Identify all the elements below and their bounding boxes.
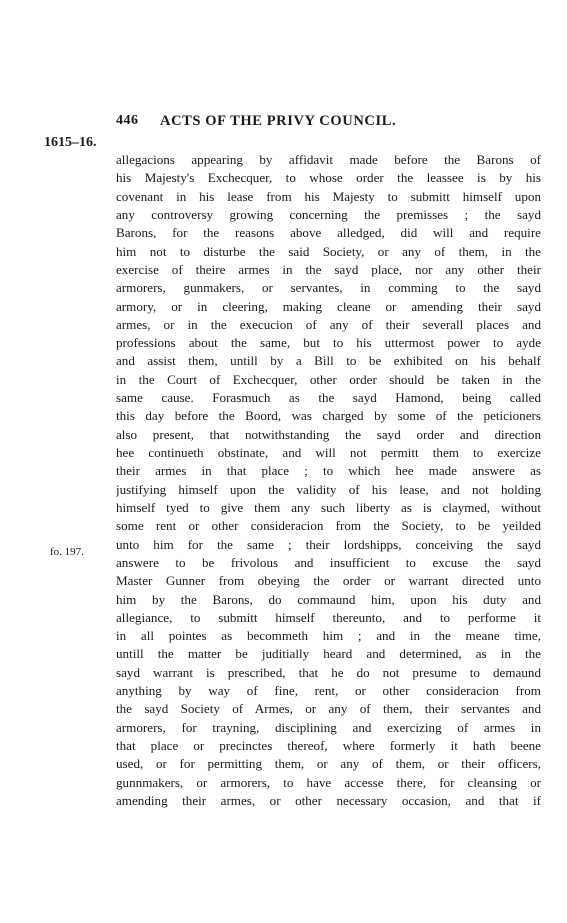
text-line: that place or precinctes thereof, where formerly it hath beene xyxy=(116,738,541,753)
text-line: armorers, for trayning, disciplining and exercizing of armes in xyxy=(116,719,541,735)
text-line: used, or for permitting them, or any of them, or their officers, xyxy=(116,756,541,772)
text-line: amending their armes, or other necessary occasion, and that if xyxy=(116,792,541,808)
text-line: exercise of theire armes in the sayd place, nor any other their xyxy=(116,261,541,277)
text-line: Barons, for the reasons above alledged, did will and require xyxy=(116,225,541,241)
text-line: also present, that notwithstanding the sayd order and direction xyxy=(116,426,541,442)
text-line: himself tyed to give them any such liberty as is claymed, without xyxy=(116,499,541,515)
text-line: hee continueth obstinate, and will not permitt them to exercize xyxy=(116,445,541,460)
text-line: armory, or in cleering, making cleane or amending their sayd xyxy=(116,298,541,314)
text-line: professions about the same, but to his uttermost power to ayde xyxy=(116,335,541,351)
text-line: answere to be frivolous and insufficient to excuse the sayd xyxy=(116,554,541,570)
text-line: their armes in that place ; to which hee made answere as xyxy=(116,463,541,479)
text-line: him by the Barons, do commaund him, upon his duty and xyxy=(116,591,541,607)
text-line: sayd warrant is prescribed, that he do not presume to demaund xyxy=(116,664,541,680)
folio-margin-note: fo. 197. xyxy=(50,546,84,558)
page-number: 446 xyxy=(116,113,139,128)
running-title: ACTS OF THE PRIVY COUNCIL. xyxy=(160,113,397,129)
text-line: gunnmakers, or armorers, to have accesse there, for cleansing or xyxy=(116,774,541,790)
text-line: allegiance, to submitt himself thereunto, and to performe it xyxy=(116,609,541,625)
text-line: covenant in his lease from his Majesty to submitt himself upon xyxy=(116,188,541,204)
text-line: untill the matter be juditially heard and determined, as in the xyxy=(116,646,541,662)
text-line: the sayd Society of Armes, or any of them, their servantes and xyxy=(116,701,541,717)
text-line: in all pointes as becommeth him ; and in the meane time, xyxy=(116,628,541,644)
text-line: this day before the Boord, was charged by some of the peticioners xyxy=(116,408,541,424)
text-line: in the Court of Exchecquer, other order should be taken in the xyxy=(116,371,541,387)
year-marker: 1615–16. xyxy=(44,135,97,150)
text-line: same cause. Forasmuch as the sayd Hamond, being called xyxy=(116,390,541,406)
text-line: armorers, gunmakers, or servantes, in comming to the sayd xyxy=(116,280,541,296)
text-line: Master Gunner from obeying the order or warrant directed unto xyxy=(116,573,541,589)
text-line: anything by way of fine, rent, or other consideracion from xyxy=(116,683,541,699)
text-line: any controversy growing concerning the premisses ; the sayd xyxy=(116,206,541,222)
text-line: and assist them, untill by a Bill to be exhibited on his behalf xyxy=(116,353,541,369)
body-text xyxy=(116,151,541,810)
text-line: some rent or other consideracion from the Society, to be yeilded xyxy=(116,518,541,534)
text-line: him not to disturbe the said Society, or any of them, in the xyxy=(116,243,541,259)
text-line: justifying himself upon the validity of his lease, and not holding xyxy=(116,481,541,497)
text-line: allegacions appearing by affidavit made before the Barons of xyxy=(116,152,541,167)
text-line: his Majesty's Exchecquer, to whose order the leassee is by his xyxy=(116,170,541,186)
text-line: armes, or in the execucion of any of their severall places and xyxy=(116,316,541,332)
text-line: unto him for the same ; their lordshipps, conceiving the sayd xyxy=(116,536,541,552)
